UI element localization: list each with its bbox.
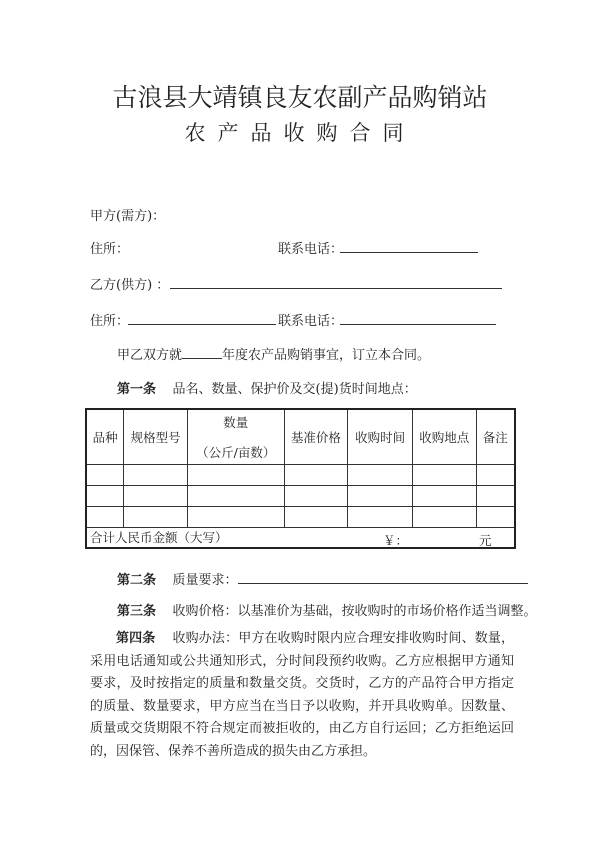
article-1 <box>117 378 417 397</box>
table-cell[interactable] <box>412 506 476 527</box>
header-variety: 品种 <box>86 409 124 464</box>
article-2 <box>117 569 528 588</box>
table-cell[interactable] <box>188 506 285 527</box>
party-b-phone-field[interactable] <box>340 312 496 325</box>
table-cell[interactable] <box>412 464 476 485</box>
table-cell[interactable] <box>476 464 515 485</box>
party-a-address-label: 住所： <box>90 242 130 257</box>
table-cell[interactable] <box>412 485 476 506</box>
party-b-label: 乙方(供方) ： <box>90 278 170 293</box>
document-subtitle: 农产品收购合同 <box>184 121 416 145</box>
table-cell[interactable] <box>284 485 348 506</box>
table-row <box>86 464 515 485</box>
article-4-text: 收购办法：甲方在收购时限内应合理安排收购时间、数量，采用电话通知或公共通知形式，分时间段预约收购。乙方应根据甲方通知要求，及时按指定的质量和数量交货。交货时，乙方的产品符合甲方指定的质量、数量要求，甲方应当在当日予以收购，并开具收购单。因数量、质量或交货期限不符合规定而被拒收的，由乙方自行运回；乙方拒绝运回的，因保管、保养不善所造成的损失由乙方承担。 <box>90 631 514 759</box>
yuan-label: 元 <box>479 532 492 548</box>
article-3-text: 收购价格：以基准价为基础，按收购时的市场价格作适当调整。 <box>172 604 537 619</box>
table-cell[interactable] <box>284 506 348 527</box>
table-header-row <box>86 409 515 464</box>
quality-field[interactable] <box>238 571 528 584</box>
table-cell[interactable] <box>476 506 515 527</box>
year-field[interactable] <box>182 346 222 359</box>
table-cell[interactable] <box>348 485 413 506</box>
header-base-price: 基准价格 <box>284 409 348 464</box>
party-b-phone-label: 联系电话： <box>278 314 344 329</box>
party-b-address-label: 住所： <box>90 314 130 329</box>
party-a-phone-label: 联系电话： <box>278 242 344 257</box>
table-cell[interactable] <box>86 506 124 527</box>
table-cell[interactable] <box>86 464 124 485</box>
document-title: 古浪县大靖镇良友农副产品购销站 <box>112 83 488 112</box>
table-cell[interactable] <box>124 506 188 527</box>
table-cell[interactable] <box>348 464 413 485</box>
header-quantity <box>188 409 285 464</box>
table-cell[interactable] <box>124 464 188 485</box>
intro-text <box>117 344 430 363</box>
header-purchase-time: 收购时间 <box>348 409 413 464</box>
table-cell[interactable] <box>188 464 285 485</box>
header-quantity-unit: （公斤/亩数） <box>196 444 276 460</box>
article-4 <box>90 628 514 763</box>
article-1-head: 第一条 <box>117 382 157 397</box>
header-purchase-place: 收购地点 <box>412 409 476 464</box>
yen-label: ￥： <box>383 532 409 548</box>
table-cell[interactable] <box>348 506 413 527</box>
intro-prefix: 甲乙双方就 <box>117 348 183 363</box>
table-cell[interactable] <box>124 485 188 506</box>
party-b-address-field[interactable] <box>128 312 276 325</box>
table-cell[interactable] <box>476 485 515 506</box>
total-cell[interactable] <box>86 527 515 548</box>
party-a-phone-field[interactable] <box>340 240 478 253</box>
party-a-label: 甲方(需方)： <box>90 209 166 224</box>
header-remarks: 备注 <box>476 409 515 464</box>
party-b-field[interactable] <box>170 276 502 289</box>
article-3 <box>117 600 537 619</box>
article-2-head: 第二条 <box>117 573 157 588</box>
table-row <box>86 506 515 527</box>
product-table <box>85 408 516 549</box>
total-label: 合计人民币金额（大写） <box>90 530 228 546</box>
table-cell[interactable] <box>188 485 285 506</box>
table-cell[interactable] <box>284 464 348 485</box>
article-4-head: 第四条 <box>116 631 156 646</box>
header-quantity-label: 数量 <box>223 414 249 430</box>
header-spec: 规格型号 <box>124 409 188 464</box>
article-1-text: 品名、数量、保护价及交(提)货时间地点： <box>172 382 417 397</box>
table-row <box>86 485 515 506</box>
article-3-head: 第三条 <box>117 604 157 619</box>
table-cell[interactable] <box>86 485 124 506</box>
table-total-row <box>86 527 515 548</box>
intro-suffix: 年度农产品购销事宜，订立本合同。 <box>222 348 431 363</box>
article-2-text: 质量要求： <box>172 573 238 588</box>
